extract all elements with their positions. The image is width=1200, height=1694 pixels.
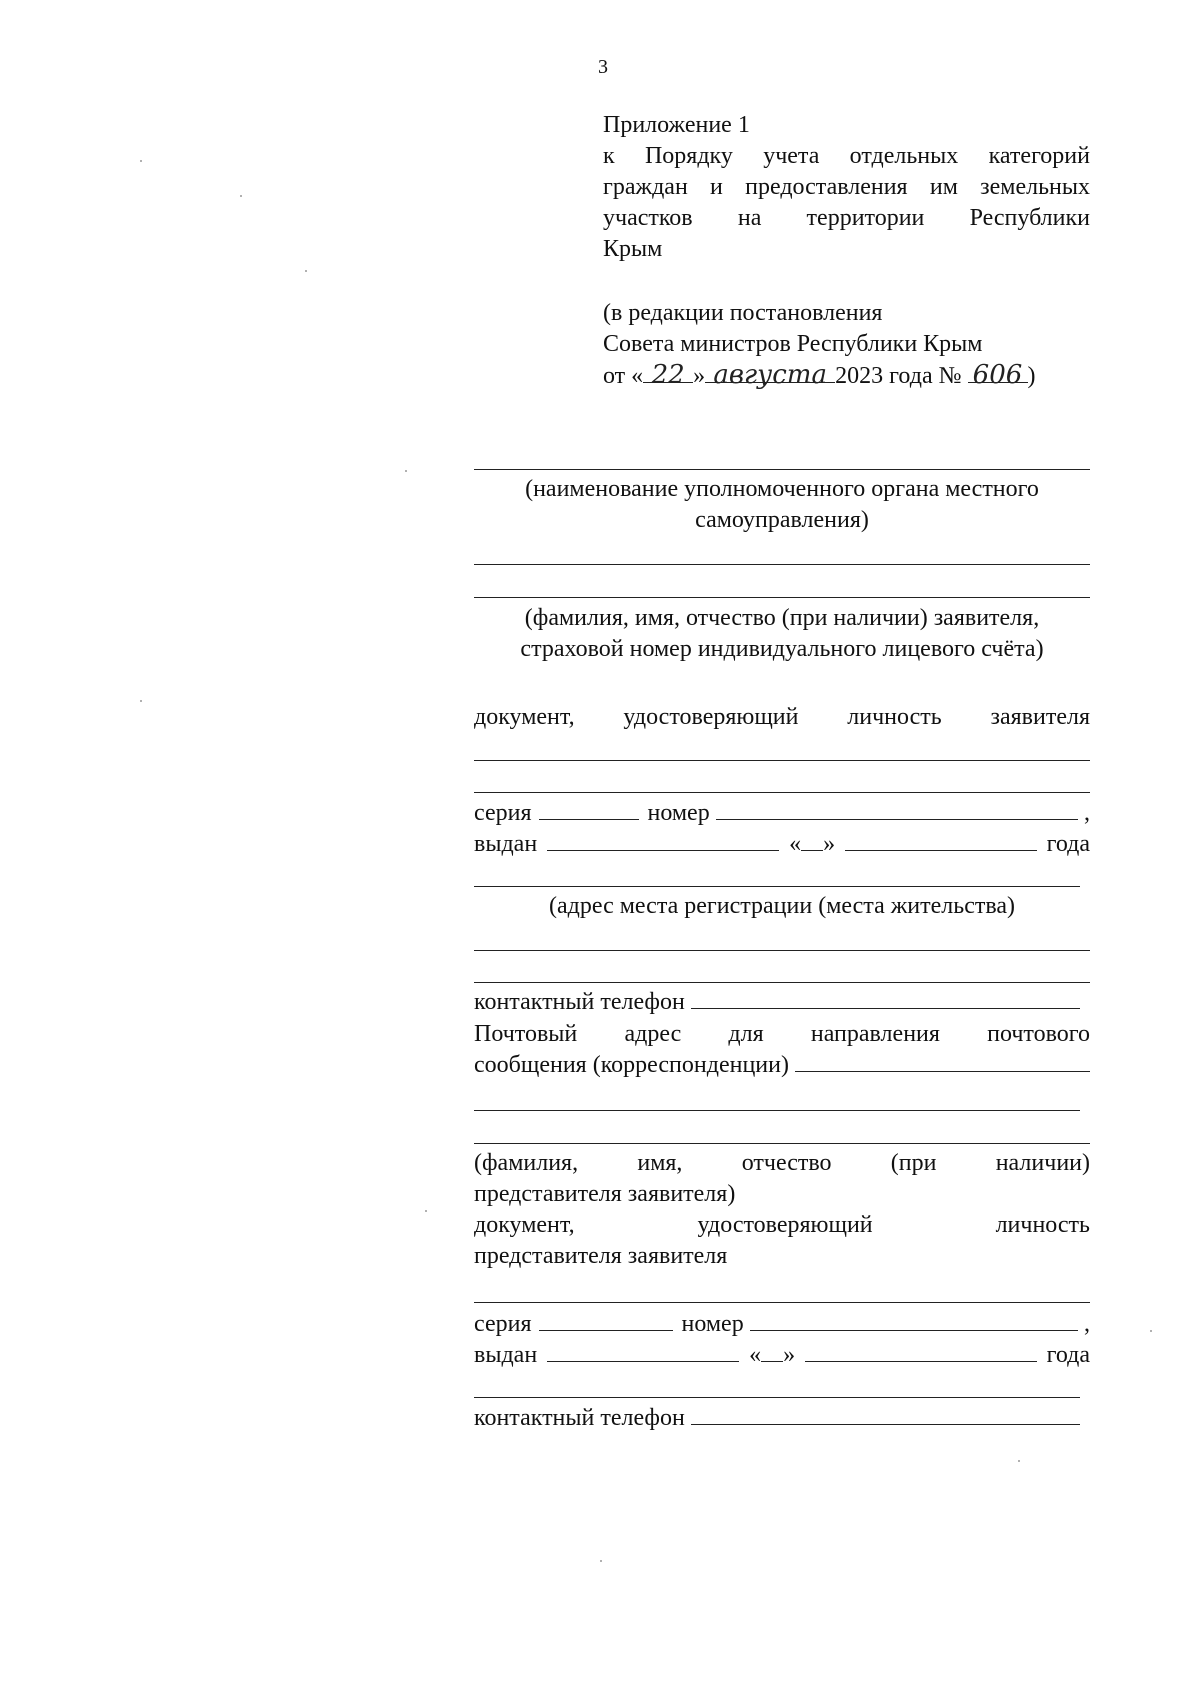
address-field-line[interactable] bbox=[474, 886, 1080, 887]
year-label: года bbox=[1046, 831, 1090, 857]
address-line-2[interactable] bbox=[474, 950, 1090, 951]
scan-speck bbox=[600, 1560, 602, 1562]
scan-speck bbox=[405, 470, 407, 472]
postal-line-extra[interactable] bbox=[474, 1110, 1080, 1111]
rep-field-line[interactable] bbox=[474, 1143, 1090, 1144]
series-number-row bbox=[474, 797, 1090, 829]
applicant-caption-line-2: страховой номер индивидуального лицевого счёта) bbox=[520, 636, 1044, 662]
rep-quote-close: » bbox=[783, 1342, 796, 1368]
rep-issued-row bbox=[474, 1339, 1090, 1371]
postal-field[interactable] bbox=[795, 1051, 1090, 1072]
applicant-field-line[interactable] bbox=[474, 597, 1090, 598]
date-year: 2023 года № bbox=[835, 363, 962, 389]
rep-phone-field[interactable] bbox=[691, 1404, 1080, 1425]
address-caption: (адрес места регистрации (места жительства) bbox=[548, 893, 1016, 919]
authority-caption bbox=[474, 474, 1090, 536]
quote-open: « bbox=[789, 831, 802, 857]
rep-phone-label: контактный телефон bbox=[474, 1405, 685, 1431]
rep-extra-line[interactable] bbox=[474, 1397, 1080, 1398]
id-doc-line-1[interactable] bbox=[474, 760, 1090, 761]
phone-label: контактный телефон bbox=[474, 989, 685, 1015]
postal-row bbox=[474, 1050, 1090, 1081]
appendix-line-1: к Порядку учета отдельных категорий bbox=[603, 143, 1090, 169]
scan-speck bbox=[305, 270, 307, 272]
series-label: серия bbox=[474, 800, 532, 826]
postal-line-1: Почтовый адрес для направления почтового bbox=[474, 1021, 1090, 1047]
authority-field-line[interactable] bbox=[474, 469, 1090, 470]
issued-by-field[interactable] bbox=[547, 828, 779, 851]
date-mid: » bbox=[693, 363, 706, 389]
rep-number-label: номер bbox=[681, 1311, 744, 1337]
rep-issued-label: выдан bbox=[474, 1342, 538, 1368]
rep-series-number-row bbox=[474, 1308, 1090, 1340]
rep-issued-by-field[interactable] bbox=[547, 1339, 739, 1362]
issued-day-field[interactable] bbox=[801, 828, 823, 851]
rep-doc-line-1: документ, удостоверяющий личность bbox=[474, 1212, 1090, 1238]
appendix-title: Приложение 1 bbox=[603, 112, 750, 138]
scan-speck bbox=[140, 700, 142, 702]
handwritten-month: августа bbox=[705, 360, 835, 383]
rep-number-field[interactable] bbox=[750, 1310, 1078, 1331]
rep-caption-line-2: представителя заявителя) bbox=[474, 1181, 736, 1207]
number-field[interactable] bbox=[716, 799, 1078, 820]
scan-speck bbox=[140, 160, 142, 162]
issued-date-field[interactable] bbox=[845, 830, 1036, 851]
edition-line-1: (в редакции постановления bbox=[603, 300, 883, 326]
rep-doc-line-2: представителя заявителя bbox=[474, 1243, 728, 1269]
rep-quote-open: « bbox=[749, 1342, 762, 1368]
issued-row bbox=[474, 828, 1090, 860]
quote-close: » bbox=[823, 831, 836, 857]
rep-series-label: серия bbox=[474, 1311, 532, 1337]
scan-speck bbox=[240, 195, 242, 197]
issued-label: выдан bbox=[474, 831, 538, 857]
authority-caption-line-2: самоуправления) bbox=[695, 507, 869, 533]
postal-line-2: сообщения (корреспонденции) bbox=[474, 1052, 789, 1078]
page-number: 3 bbox=[598, 56, 608, 78]
series-field[interactable] bbox=[539, 797, 639, 820]
scan-speck bbox=[1018, 1460, 1020, 1462]
edition-date-line bbox=[603, 360, 1090, 392]
appendix-line-3: участков на территории Республики bbox=[603, 205, 1090, 231]
phone-row bbox=[474, 987, 1080, 1018]
edition-block bbox=[603, 298, 1090, 392]
rep-issued-day-field[interactable] bbox=[761, 1339, 783, 1362]
applicant-caption-line-1: (фамилия, имя, отчество (при наличии) заявителя, bbox=[524, 605, 1040, 631]
date-prefix: от « bbox=[603, 363, 644, 389]
appendix-line-2: граждан и предоставления им земельных bbox=[603, 174, 1090, 200]
scan-speck bbox=[1150, 1330, 1152, 1332]
appendix-header bbox=[603, 110, 1090, 265]
rep-phone-row bbox=[474, 1403, 1080, 1434]
appendix-line-4: Крым bbox=[603, 236, 663, 262]
id-doc-label: документ, удостоверяющий личность заявителя bbox=[474, 704, 1090, 730]
address-line-3[interactable] bbox=[474, 982, 1090, 983]
authority-extra-line[interactable] bbox=[474, 564, 1090, 565]
number-comma: , bbox=[1084, 800, 1090, 826]
date-suffix: ) bbox=[1027, 363, 1036, 389]
phone-field[interactable] bbox=[691, 988, 1080, 1009]
rep-caption-line-1: (фамилия, имя, отчество (при наличии) bbox=[474, 1150, 1090, 1176]
id-doc-line-2[interactable] bbox=[474, 792, 1090, 793]
rep-number-comma: , bbox=[1084, 1311, 1090, 1337]
rep-series-field[interactable] bbox=[539, 1308, 673, 1331]
handwritten-day: 22 bbox=[643, 360, 693, 383]
rep-issued-date-field[interactable] bbox=[805, 1341, 1036, 1362]
authority-caption-line-1: (наименование уполномоченного органа местного bbox=[525, 476, 1039, 502]
edition-line-2: Совета министров Республики Крым bbox=[603, 331, 983, 357]
handwritten-number: 606 bbox=[968, 360, 1028, 383]
number-label: номер bbox=[647, 800, 710, 826]
rep-doc-field-line[interactable] bbox=[474, 1302, 1090, 1303]
scan-speck bbox=[425, 1210, 427, 1212]
applicant-caption bbox=[474, 603, 1090, 665]
rep-year-label: года bbox=[1046, 1342, 1090, 1368]
